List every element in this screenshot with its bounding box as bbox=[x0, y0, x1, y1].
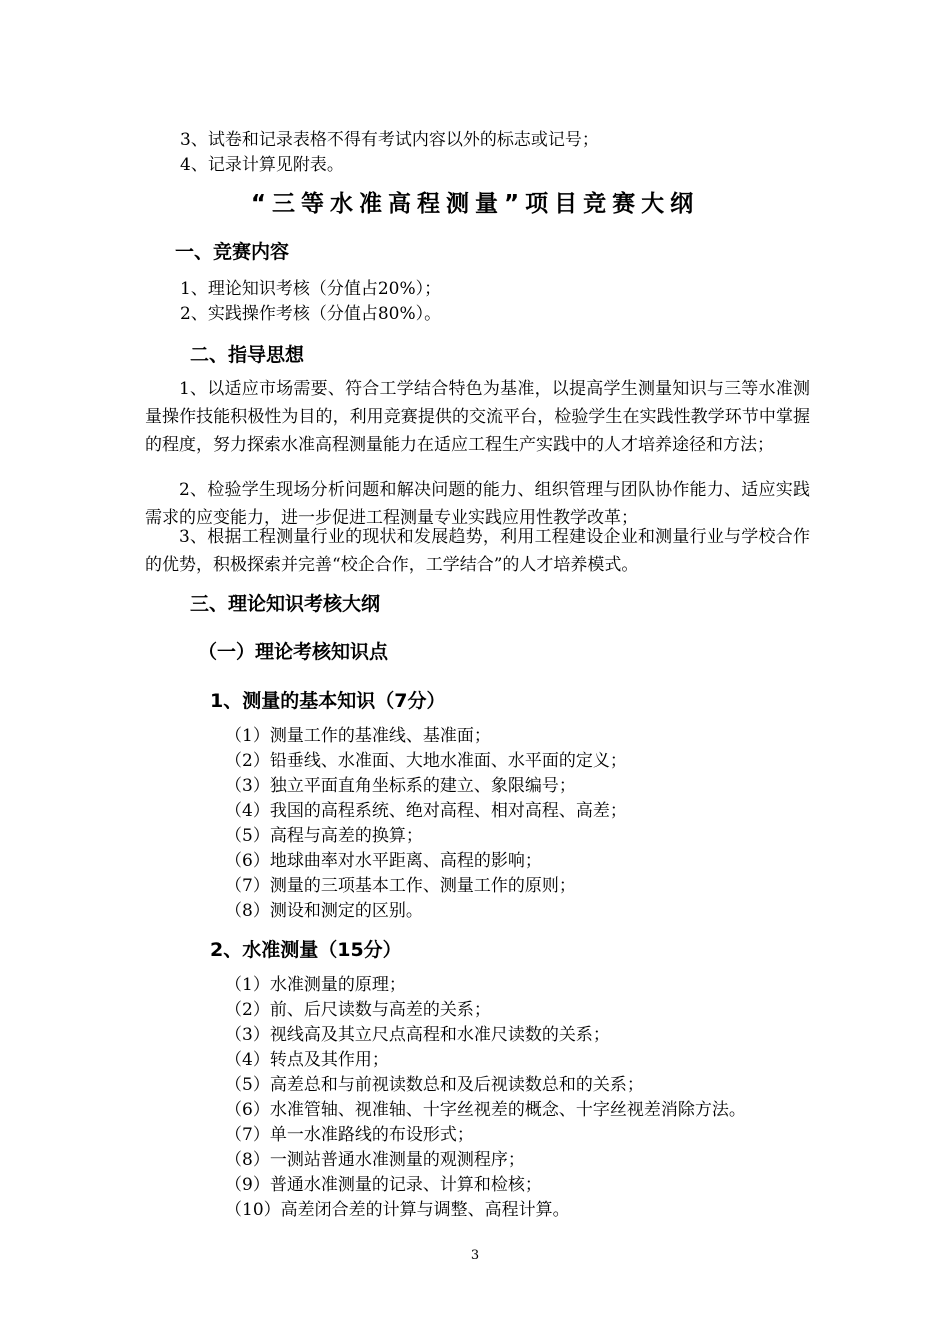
section1-item-2: 2、实践操作考核（分值占80%）。 bbox=[180, 304, 442, 324]
section1-item-1: 1、理论知识考核（分值占20%）； bbox=[180, 279, 442, 299]
section2-heading: 二、指导思想 bbox=[190, 344, 305, 366]
topic1-item: （2）铅垂线、水准面、大地水准面、水平面的定义； bbox=[225, 751, 627, 771]
topic1-item: （1）测量工作的基准线、基准面； bbox=[225, 726, 491, 746]
topic2-item: （4）转点及其作用； bbox=[225, 1050, 389, 1070]
section3-subheading: （一）理论考核知识点 bbox=[198, 641, 389, 663]
topic1-item: （6）地球曲率对水平距离、高程的影响； bbox=[225, 851, 542, 871]
section1-heading: 一、竞赛内容 bbox=[175, 241, 290, 263]
topic2-item: （6）水准管轴、视准轴、十字丝视差的概念、十字丝视差消除方法。 bbox=[225, 1100, 746, 1120]
topic2-item: （7）单一水准路线的布设形式； bbox=[225, 1125, 474, 1145]
section2-paragraph-3: 3、根据工程测量行业的现状和发展趋势，利用工程建设企业和测量行业与学校合作的优势，积极探索并完善“校企合作，工学结合”的人才培养模式。 bbox=[145, 527, 810, 575]
topic2-item: （9）普通水准测量的记录、计算和检核； bbox=[225, 1175, 542, 1195]
topic1-heading: 1、测量的基本知识（7分） bbox=[210, 690, 446, 712]
note-line-4: 4、记录计算见附表。 bbox=[180, 155, 344, 175]
topic2-item: （1）水准测量的原理； bbox=[225, 975, 406, 995]
section3-heading: 三、理论知识考核大纲 bbox=[190, 593, 381, 615]
topic1-item: （7）测量的三项基本工作、测量工作的原则； bbox=[225, 876, 576, 896]
topic1-item: （8）测设和测定的区别。 bbox=[225, 901, 423, 921]
note-line-3: 3、试卷和记录表格不得有考试内容以外的标志或记号； bbox=[180, 130, 599, 150]
topic2-item: （2）前、后尺读数与高差的关系； bbox=[225, 1000, 491, 1020]
topic1-item: （5）高程与高差的换算； bbox=[225, 826, 423, 846]
section2-paragraph-1: 1、以适应市场需要、符合工学结合特色为基准，以提高学生测量知识与三等水准测量操作技能积极性为目的，利用竞赛提供的交流平台，检验学生在实践性教学环节中掌握的程度，努力探索水准高程测量能力在适应工程生产实践中的人才培养途径和方法； bbox=[145, 379, 810, 455]
topic2-item: （5）高差总和与前视读数总和及后视读数总和的关系； bbox=[225, 1075, 644, 1095]
page-number: 3 bbox=[470, 1248, 480, 1263]
document-title: “三等水准高程测量”项目竞赛大纲 bbox=[250, 191, 700, 217]
section2-paragraph-2: 2、检验学生现场分析问题和解决问题的能力、组织管理与团队协作能力、适应实践需求的应变能力，进一步促进工程测量专业实践应用性教学改革； bbox=[145, 480, 810, 528]
topic2-item: （10）高差闭合差的计算与调整、高程计算。 bbox=[225, 1200, 570, 1220]
topic1-item: （3）独立平面直角坐标系的建立、象限编号； bbox=[225, 776, 576, 796]
topic2-item: （8）一测站普通水准测量的观测程序； bbox=[225, 1150, 525, 1170]
topic2-heading: 2、水准测量（15分） bbox=[210, 939, 402, 961]
topic2-item: （3）视线高及其立尺点高程和水准尺读数的关系； bbox=[225, 1025, 610, 1045]
topic1-item: （4）我国的高程系统、绝对高程、相对高程、高差； bbox=[225, 801, 627, 821]
